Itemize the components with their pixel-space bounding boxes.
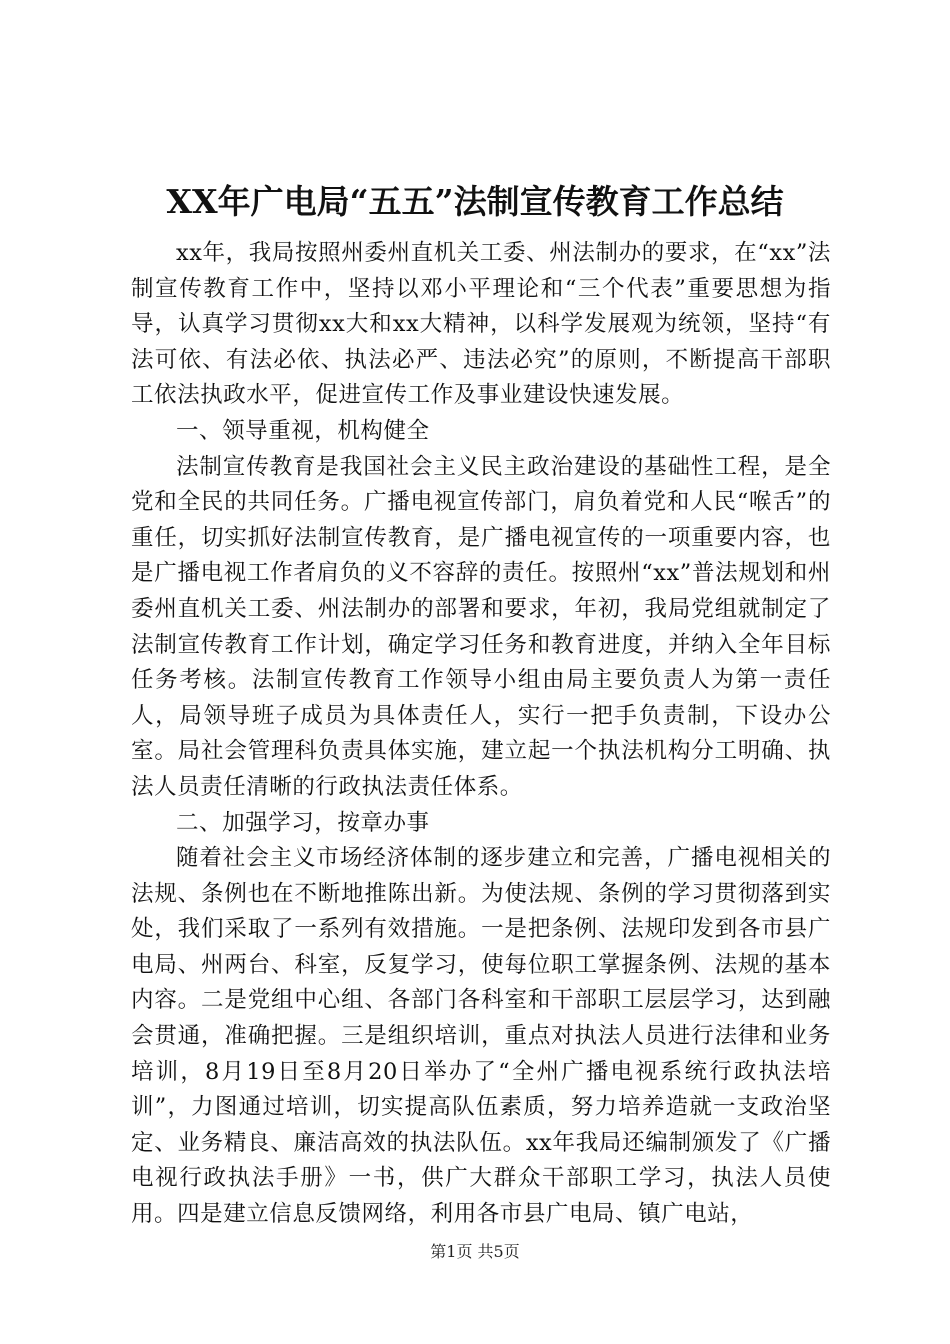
- section-heading-2: 二、加强学习，按章办事: [176, 809, 430, 836]
- paragraph-section-2: 随着社会主义市场经济体制的逐步建立和完善，广播电视相关的法规、条例也在不断地推陈出新。为使法规、条例的学习贯彻落到实处，我们采取了一系列有效措施。一是把条例、法规印发到各市县广电局、州两台、科室，反复学习，使每位职工掌握条例、法规的基本内容。二是党组中心组、各部门各科室和干部职工层层学习，达到融会贯通，准确把握。三是组织培训，重点对执法人员进行法律和业务培训，8月19日至8月20日举办了“全州广播电视系统行政执法培训”，力图通过培训，切实提高队伍素质，努力培养造就一支政治坚定、业务精良、廉洁高效的执法队伍。xx年我局还编制颁发了《广播电视行政执法手册》一书，供广大群众干部职工学习，执法人员使用。四是建立信息反馈网络，利用各市县广电局、镇广电站，: [131, 845, 831, 1228]
- document-title: XX年广电局“五五”法制宣传教育工作总结: [166, 182, 784, 221]
- section-heading-1: 一、领导重视，机构健全: [176, 417, 430, 444]
- page-footer: 第1页 共5页: [430, 1242, 520, 1261]
- document-body: [131, 236, 831, 1233]
- paragraph-intro: xx年，我局按照州委州直机关工委、州法制办的要求，在“xx”法制宣传教育工作中，坚持以邓小平理论和“三个代表”重要思想为指导，认真学习贯彻xx大和xx大精神，以科学发展观为统领，坚持“有法可依、有法必依、执法必严、违法必究”的原则，不断提高干部职工依法执政水平，促进宣传工作及事业建设快速发展。: [131, 240, 831, 409]
- paragraph-section-1: 法制宣传教育是我国社会主义民主政治建设的基础性工程，是全党和全民的共同任务。广播电视宣传部门，肩负着党和人民“喉舌”的重任，切实抓好法制宣传教育，是广播电视宣传的一项重要内容，也是广播电视工作者肩负的义不容辞的责任。按照州“xx”普法规划和州委州直机关工委、州法制办的部署和要求，年初，我局党组就制定了法制宣传教育工作计划，确定学习任务和教育进度，并纳入全年目标任务考核。法制宣传教育工作领导小组由局主要负责人为第一责任人，局领导班子成员为具体责任人，实行一把手负责制，下设办公室。局社会管理科负责具体实施，建立起一个执法机构分工明确、执法人员责任清晰的行政执法责任体系。: [131, 453, 831, 800]
